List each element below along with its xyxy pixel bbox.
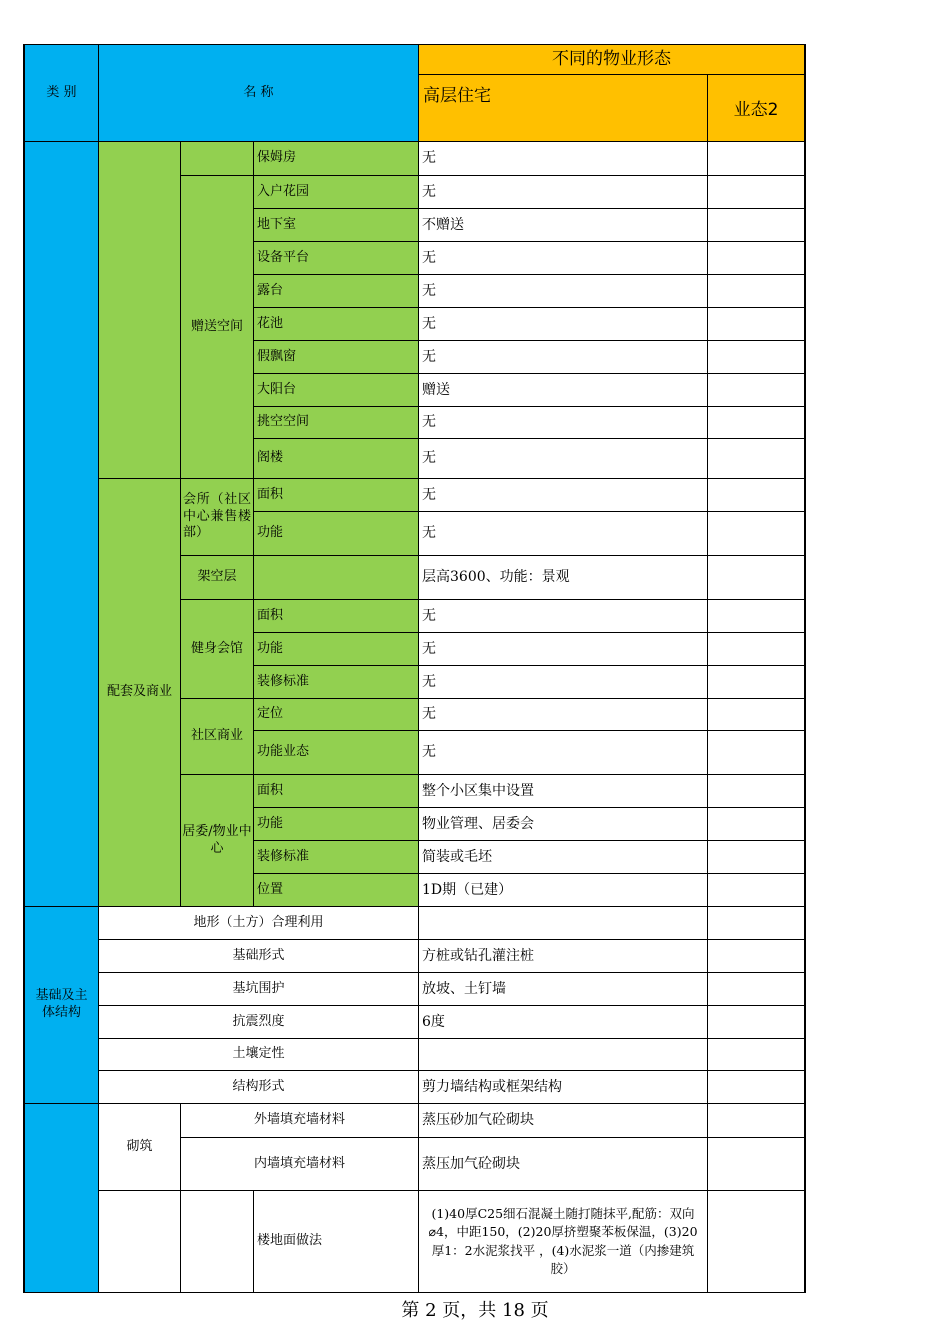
terrain-label: 地形（土方）合理利用 bbox=[98, 906, 419, 940]
bay-window-label: 假飘窗 bbox=[253, 340, 419, 374]
ext-wall-value: 蒸压砂加气砼砌块 bbox=[418, 1103, 708, 1138]
stilt-value: 层高3600、功能：景观 bbox=[418, 555, 708, 600]
ext-wall-label: 外墙填充墙材料 bbox=[180, 1103, 419, 1138]
subgroup-stilt-floor: 架空层 bbox=[180, 555, 254, 600]
rc-function-form2 bbox=[707, 807, 806, 841]
equipment-platform-value: 无 bbox=[418, 241, 708, 275]
terrain-value bbox=[418, 906, 708, 940]
overhang-space-value: 无 bbox=[418, 406, 708, 439]
equipment-platform-form2 bbox=[707, 241, 806, 275]
group-empty bbox=[98, 141, 181, 479]
gym-function-value: 无 bbox=[418, 632, 708, 666]
subgroup-gift-space: 赠送空间 bbox=[180, 175, 254, 479]
terrace-form2 bbox=[707, 274, 806, 308]
overhang-space-form2 bbox=[707, 406, 806, 439]
rc-area-value: 整个小区集中设置 bbox=[418, 774, 708, 808]
attic-label: 阁楼 bbox=[253, 438, 419, 479]
stilt-label bbox=[253, 555, 419, 600]
entry-garden-form2 bbox=[707, 175, 806, 209]
large-balcony-label: 大阳台 bbox=[253, 373, 419, 407]
int-wall-form2 bbox=[707, 1137, 806, 1191]
club-area-form2 bbox=[707, 478, 806, 512]
gym-decoration-value: 无 bbox=[418, 665, 708, 699]
category-cell-3 bbox=[23, 1103, 99, 1293]
basement-value: 不赠送 bbox=[418, 208, 708, 242]
commerce-format-value: 无 bbox=[418, 730, 708, 775]
gym-decoration-label: 装修标准 bbox=[253, 665, 419, 699]
structure-value: 剪力墙结构或框架结构 bbox=[418, 1070, 708, 1104]
category-cell-1 bbox=[23, 141, 99, 907]
seismic-form2 bbox=[707, 1005, 806, 1039]
entry-garden-label: 入户花园 bbox=[253, 175, 419, 209]
overhang-space-label: 挑空空间 bbox=[253, 406, 419, 439]
commerce-format-label: 功能业态 bbox=[253, 730, 419, 775]
bay-window-form2 bbox=[707, 340, 806, 374]
seismic-label: 抗震烈度 bbox=[98, 1005, 419, 1039]
floor-subgroup-empty bbox=[180, 1190, 254, 1293]
header-highrise: 高层住宅 bbox=[418, 74, 708, 142]
pit-support-label: 基坑围护 bbox=[98, 972, 419, 1006]
gym-function-label: 功能 bbox=[253, 632, 419, 666]
group-masonry: 砌筑 bbox=[98, 1103, 181, 1191]
club-function-value: 无 bbox=[418, 511, 708, 556]
equipment-platform-label: 设备平台 bbox=[253, 241, 419, 275]
flower-bed-form2 bbox=[707, 307, 806, 341]
rc-decoration-form2 bbox=[707, 840, 806, 874]
soil-value bbox=[418, 1038, 708, 1071]
rc-area-form2 bbox=[707, 774, 806, 808]
floor-method-label: 楼地面做法 bbox=[253, 1190, 419, 1293]
gym-decoration-form2 bbox=[707, 665, 806, 699]
subgroup-empty bbox=[180, 141, 254, 176]
attic-value: 无 bbox=[418, 438, 708, 479]
rc-area-label: 面积 bbox=[253, 774, 419, 808]
rc-function-label: 功能 bbox=[253, 807, 419, 841]
commerce-format-form2 bbox=[707, 730, 806, 775]
terrace-value: 无 bbox=[418, 274, 708, 308]
header-form2: 业态2 bbox=[707, 74, 806, 142]
int-wall-label: 内墙填充墙材料 bbox=[180, 1137, 419, 1191]
pit-support-form2 bbox=[707, 972, 806, 1006]
stilt-form2 bbox=[707, 555, 806, 600]
seismic-value: 6度 bbox=[418, 1005, 708, 1039]
header-forms-title: 不同的物业形态 bbox=[418, 44, 806, 75]
floor-method-form2 bbox=[707, 1190, 806, 1293]
foundation-form-value: 方桩或钻孔灌注桩 bbox=[418, 939, 708, 973]
int-wall-value: 蒸压加气砼砌块 bbox=[418, 1137, 708, 1191]
large-balcony-form2 bbox=[707, 373, 806, 407]
floor-method-value: (1)40厚C25细石混凝土随打随抹平,配筋：双向⌀4，中距150，(2)20厚挤塑聚苯板保温，(3)20厚1：2水泥浆找平 ，(4)水泥浆一道（内掺建筑胶） bbox=[418, 1190, 708, 1293]
rc-location-form2 bbox=[707, 873, 806, 907]
gym-area-form2 bbox=[707, 599, 806, 633]
category-foundation: 基础及主体结构 bbox=[23, 906, 99, 1104]
nanny-room-value: 无 bbox=[418, 141, 708, 176]
rc-function-value: 物业管理、居委会 bbox=[418, 807, 708, 841]
group-support-commerce: 配套及商业 bbox=[98, 478, 181, 907]
terrain-form2 bbox=[707, 906, 806, 940]
club-function-label: 功能 bbox=[253, 511, 419, 556]
header-name: 名 称 bbox=[98, 44, 419, 142]
structure-form2 bbox=[707, 1070, 806, 1104]
attic-form2 bbox=[707, 438, 806, 479]
nanny-room-label: 保姆房 bbox=[253, 141, 419, 176]
subgroup-residents-center: 居委/物业中心 bbox=[180, 774, 254, 907]
flower-bed-value: 无 bbox=[418, 307, 708, 341]
basement-label: 地下室 bbox=[253, 208, 419, 242]
page-footer: 第 2 页，共 18 页 bbox=[401, 1300, 549, 1321]
terrace-label: 露台 bbox=[253, 274, 419, 308]
pit-support-value: 放坡、土钉墙 bbox=[418, 972, 708, 1006]
nanny-room-form2 bbox=[707, 141, 806, 176]
rc-location-value: 1D期（已建） bbox=[418, 873, 708, 907]
commerce-position-label: 定位 bbox=[253, 698, 419, 731]
header-category: 类 别 bbox=[23, 44, 99, 142]
soil-form2 bbox=[707, 1038, 806, 1071]
commerce-position-form2 bbox=[707, 698, 806, 731]
structure-label: 结构形式 bbox=[98, 1070, 419, 1104]
foundation-form-label: 基础形式 bbox=[98, 939, 419, 973]
ext-wall-form2 bbox=[707, 1103, 806, 1138]
club-area-value: 无 bbox=[418, 478, 708, 512]
basement-form2 bbox=[707, 208, 806, 242]
subgroup-clubhouse: 会所（社区中心兼售楼部） bbox=[180, 478, 254, 556]
rc-decoration-label: 装修标准 bbox=[253, 840, 419, 874]
large-balcony-value: 赠送 bbox=[418, 373, 708, 407]
gym-area-value: 无 bbox=[418, 599, 708, 633]
gym-area-label: 面积 bbox=[253, 599, 419, 633]
club-area-label: 面积 bbox=[253, 478, 419, 512]
bay-window-value: 无 bbox=[418, 340, 708, 374]
entry-garden-value: 无 bbox=[418, 175, 708, 209]
subgroup-gym: 健身会馆 bbox=[180, 599, 254, 699]
foundation-form-form2 bbox=[707, 939, 806, 973]
soil-label: 土壤定性 bbox=[98, 1038, 419, 1071]
floor-group-empty bbox=[98, 1190, 181, 1293]
subgroup-community-commerce: 社区商业 bbox=[180, 698, 254, 775]
club-function-form2 bbox=[707, 511, 806, 556]
rc-decoration-value: 简装或毛坯 bbox=[418, 840, 708, 874]
rc-location-label: 位置 bbox=[253, 873, 419, 907]
gym-function-form2 bbox=[707, 632, 806, 666]
flower-bed-label: 花池 bbox=[253, 307, 419, 341]
commerce-position-value: 无 bbox=[418, 698, 708, 731]
